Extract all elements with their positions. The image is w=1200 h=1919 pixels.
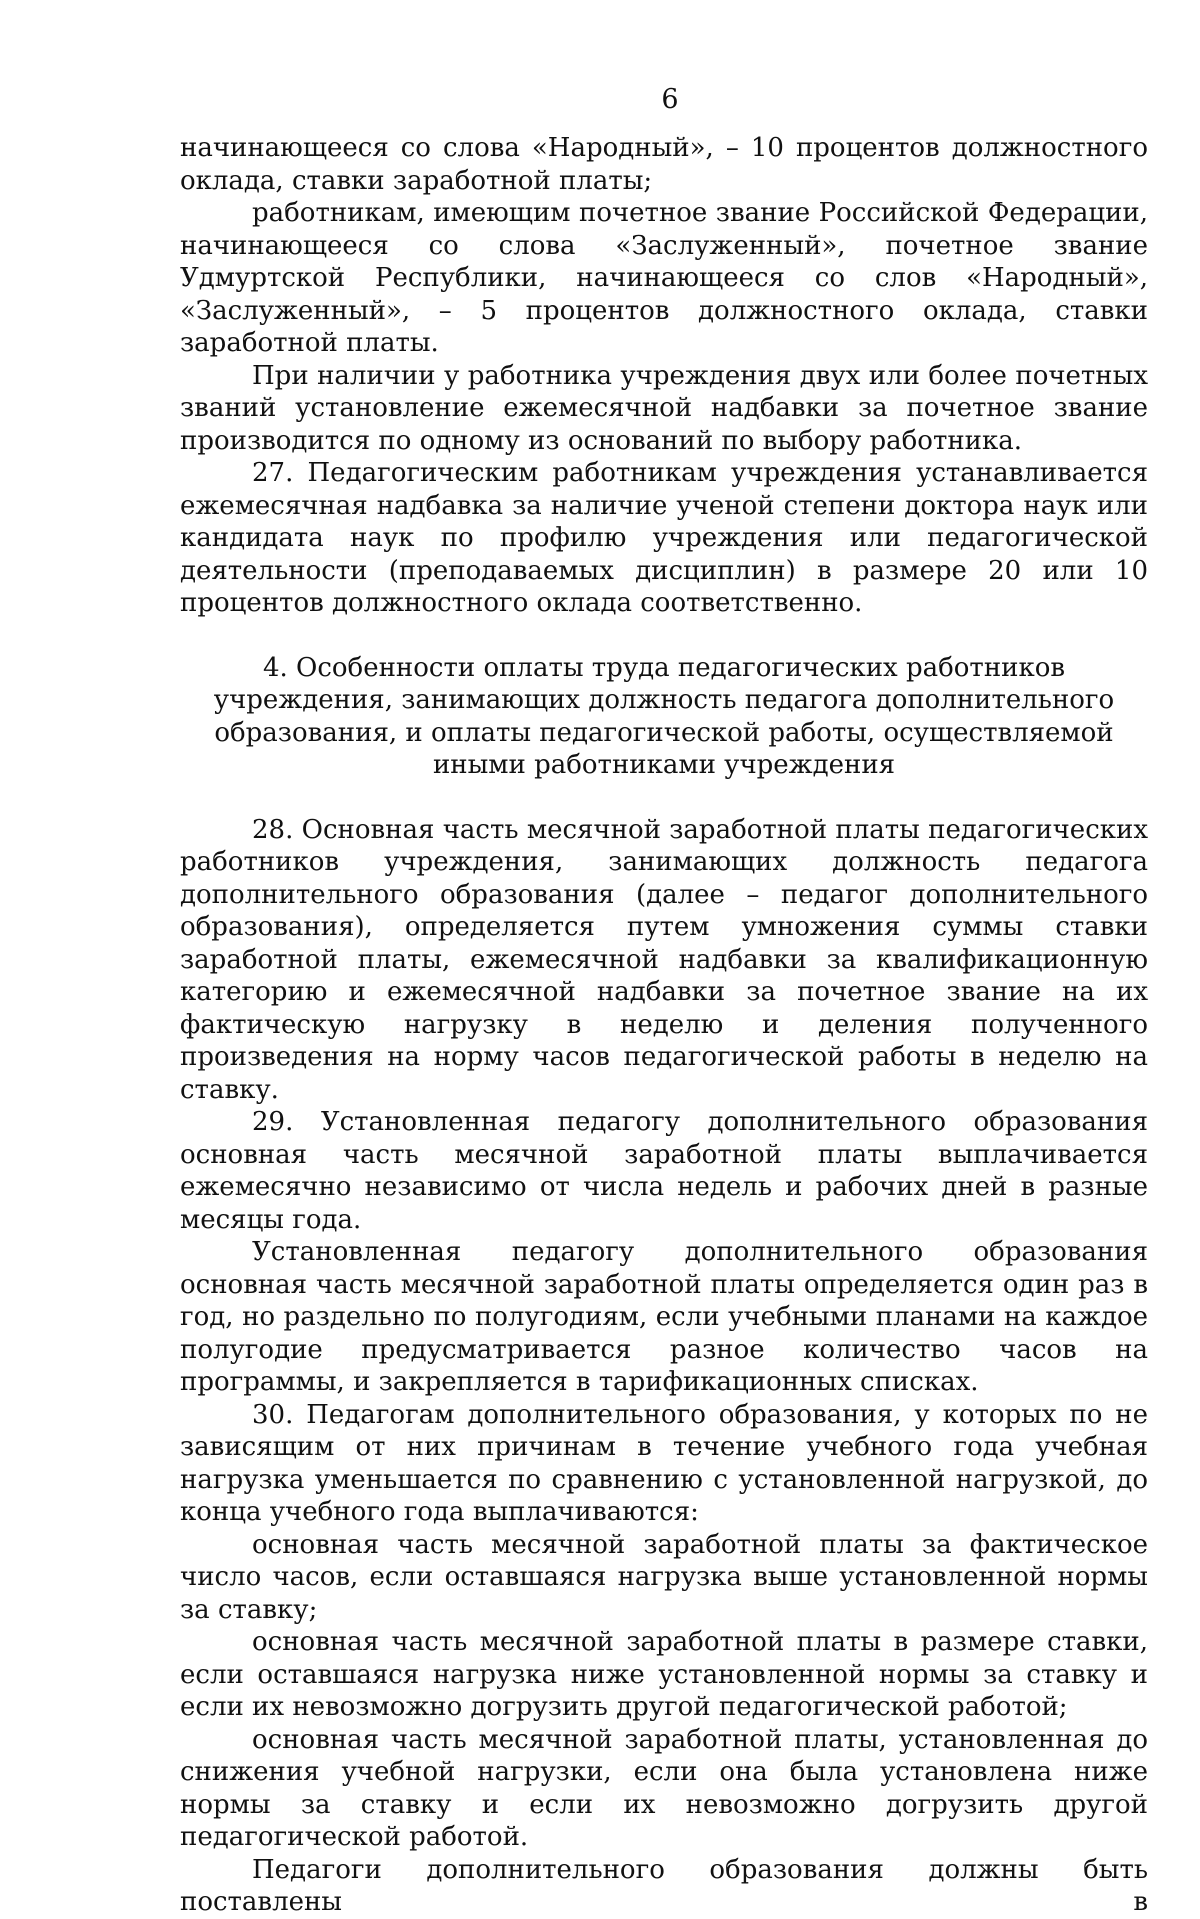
paragraph: Педагоги дополнительного образования должны быть поставлены в xyxy=(180,1854,1148,1917)
paragraph: работникам, имеющим почетное звание Российской Федерации, начинающееся со слова «Заслуженный», почетное звание Удмуртской Республики, начинающееся со слов «Народный», «Заслуженный», – 5 процентов должностного оклада, ставки заработной платы. xyxy=(180,198,1148,358)
paragraph: основная часть месячной заработной платы за фактическое число часов, если оставшаяся нагрузка выше установленной нормы за ставку; xyxy=(180,1529,1148,1625)
paragraph: Установленная педагогу дополнительного образования основная часть месячной заработной платы определяется один раз в год, но раздельно по полугодиям, если учебными планами на каждое полугодие предусматривается разное количество часов на программы, и закрепляется в тарификационных списках. xyxy=(180,1237,1148,1397)
paragraph: 30. Педагогам дополнительного образования, у которых по не зависящим от них причинам в течение учебного года учебная нагрузка уменьшается по сравнению с установленной нагрузкой, до конца учебного года выплачиваются: xyxy=(180,1399,1148,1527)
paragraph: начинающееся со слова «Народный», – 10 процентов должностного оклада, ставки заработной платы; xyxy=(180,133,1148,196)
paragraph: 27. Педагогическим работникам учреждения устанавливается ежемесячная надбавка за наличие ученой степени доктора наук или кандидата наук по профилю учреждения или педагогической деятельности (преподаваемых дисциплин) в размере 20 или 10 процентов должностного оклада соответственно. xyxy=(180,458,1148,618)
page-number: 6 xyxy=(661,84,679,115)
paragraph: 29. Установленная педагогу дополнительного образования основная часть месячной заработной платы выплачивается ежемесячно независимо от числа недель и рабочих дней в разные месяцы года. xyxy=(180,1107,1148,1235)
paragraph: основная часть месячной заработной платы в размере ставки, если оставшаяся нагрузка ниже установленной нормы за ставку и если их невозможно догрузить другой педагогической работой; xyxy=(180,1627,1148,1722)
paragraph: 28. Основная часть месячной заработной платы педагогических работников учреждения, занимающих должность педагога дополнительного образования (далее – педагог дополнительного образования), определяется путем умножения суммы ставки заработной платы, ежемесячной надбавки за квалификационную категорию и ежемесячной надбавки за почетное звание на их фактическую нагрузку в неделю и деления полученного произведения на норму часов педагогической работы в неделю на ставку. xyxy=(180,814,1148,1105)
paragraph: основная часть месячной заработной платы, установленная до снижения учебной нагрузки, если она была установлена ниже нормы за ставку и если их невозможно догрузить другой педагогической работой. xyxy=(180,1724,1148,1852)
section-heading: 4. Особенности оплаты труда педагогических работников учреждения, занимающих должность педагога дополнительного образования, и оплаты педагогической работы, осуществляемой иными работниками учреждения xyxy=(213,652,1115,780)
document-body xyxy=(180,132,1148,1919)
paragraph: При наличии у работника учреждения двух или более почетных званий установление ежемесячной надбавки за почетное звание производится по одному из оснований по выбору работника. xyxy=(180,360,1148,456)
